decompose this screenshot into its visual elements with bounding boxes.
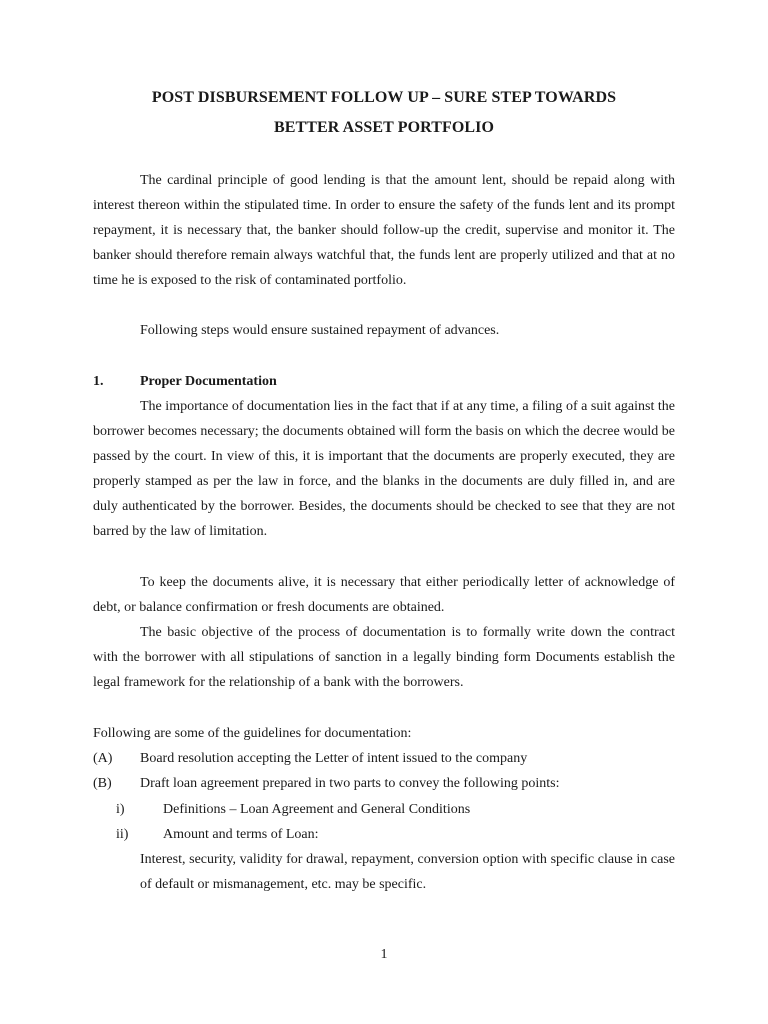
list-item-text: Board resolution accepting the Letter of intent issued to the company (140, 751, 528, 766)
section-1-title: Proper Documentation (140, 374, 277, 389)
list-item-marker: (B) (93, 776, 112, 791)
intro-paragraph: The cardinal principle of good lending is that the amount lent, should be repaid along with interest thereon within the stipulated time. In order to ensure the safety of the funds lent and its prompt repayment, it is necessary that, the banker should follow-up the credit, supervise and monitor it. The banker should therefore remain always watchful that, the funds lent are properly utilized and that at no time he is exposed to the risk of contaminated portfolio. (93, 173, 675, 288)
section-1-number: 1. (93, 374, 104, 389)
list-item (93, 746, 527, 771)
sub-list-item-marker: i) (116, 802, 125, 817)
sub-list-detail: Interest, security, validity for drawal, repayment, conversion option with specific clause in case of default or mismanagement, etc. may be specific. (140, 852, 675, 892)
guidelines-intro: Following are some of the guidelines for documentation: (93, 726, 412, 741)
steps-intro-paragraph: Following steps would ensure sustained repayment of advances. (140, 323, 500, 338)
page-number: 1 (380, 947, 388, 962)
document-title-line-2: BETTER ASSET PORTFOLIO (273, 119, 495, 136)
sub-list-item (116, 797, 470, 822)
document-title-line-1: POST DISBURSEMENT FOLLOW UP – SURE STEP TOWARDS (151, 89, 617, 106)
list-item-text: Draft loan agreement prepared in two parts to convey the following points: (140, 776, 560, 791)
list-item (93, 771, 560, 796)
sub-list-item (116, 822, 319, 847)
sub-list-item-text: Amount and terms of Loan: (163, 827, 319, 842)
section-1-paragraph-2: To keep the documents alive, it is necessary that either periodically letter of acknowledge of debt, or balance confirmation or fresh documents are obtained. (93, 575, 675, 615)
section-1-heading (93, 369, 277, 394)
section-1-paragraph-3: The basic objective of the process of documentation is to formally write down the contract with the borrower with all stipulations of sanction in a legally binding form Documents establish the legal framework for the relationship of a bank with the borrowers. (93, 625, 675, 690)
section-1-paragraph-1: The importance of documentation lies in the fact that if at any time, a filing of a suit against the borrower becomes necessary; the documents obtained will form the basis on which the decree would be passed by the court. In view of this, it is important that the documents are properly executed, they are properly stamped as per the law in force, and the blanks in the documents are duly filled in, and are duly authenticated by the borrower. Besides, the documents should be checked to see that they are not barred by the law of limitation. (93, 399, 675, 539)
list-item-marker: (A) (93, 751, 113, 766)
sub-list-item-text: Definitions – Loan Agreement and General Conditions (163, 802, 471, 817)
sub-list-item-marker: ii) (116, 827, 129, 842)
